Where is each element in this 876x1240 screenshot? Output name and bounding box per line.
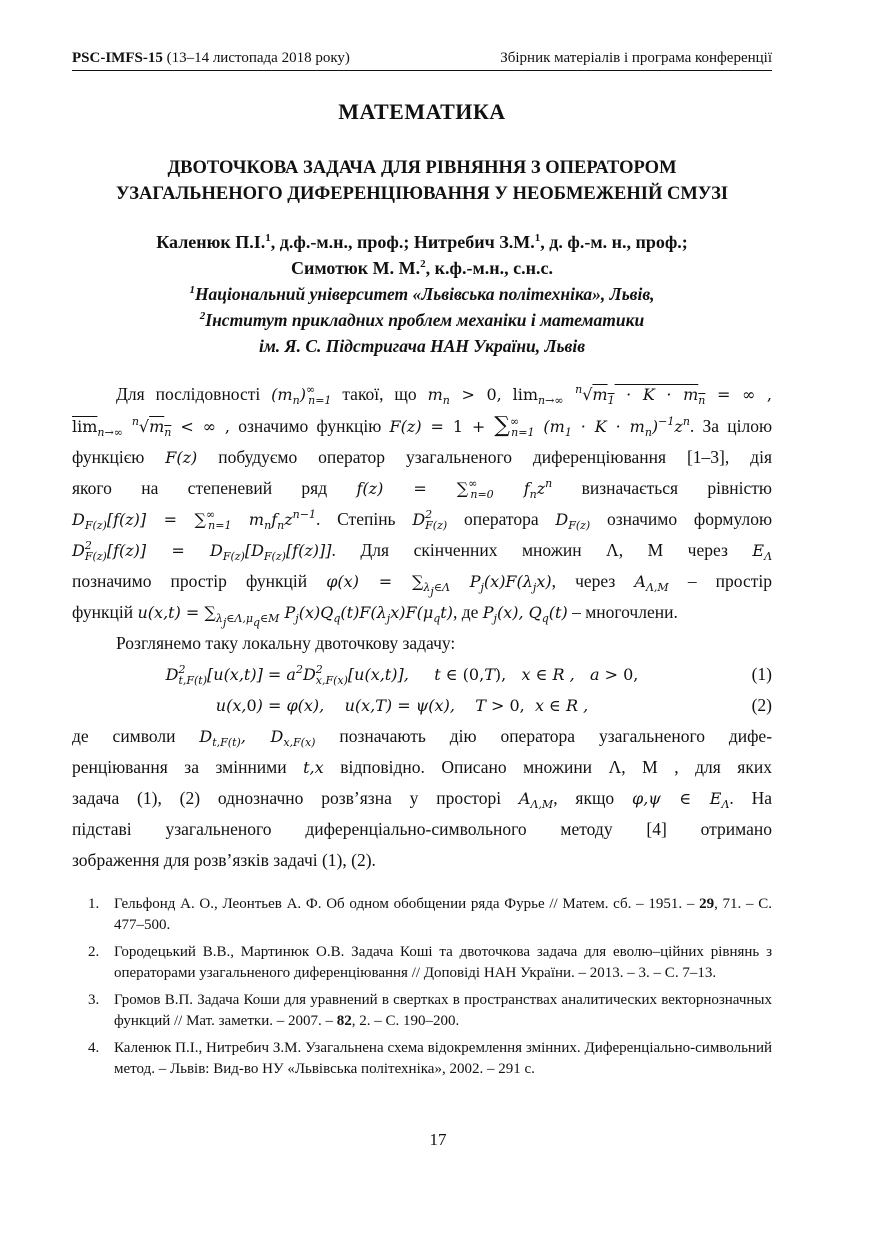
formula: φ,ψ ∈ $E_\Lambda$ [632, 789, 730, 811]
body-text: , де [452, 602, 479, 622]
formula: F(z) [165, 448, 198, 467]
reference-number: 2. [88, 944, 100, 960]
body-text: визначається рівністю [581, 478, 773, 498]
body-line [72, 752, 772, 783]
author-name: Симотюк М. М. [291, 258, 421, 278]
body-text: – простір [687, 571, 772, 591]
formula: $E_\Lambda$ [752, 541, 773, 563]
reference-text [114, 990, 772, 1032]
reference-text [114, 894, 772, 936]
body-text: . Для скінченних множин Λ, Μ через [331, 540, 728, 560]
affil-mark: 1 [189, 284, 195, 296]
authors-line [72, 255, 772, 281]
body-text: означимо формулою [607, 509, 773, 529]
paper-title-line: ДВОТОЧКОВА ЗАДАЧА ДЛЯ РІВНЯННЯ З ОПЕРАТОРОМ [167, 158, 677, 178]
formula: $D_{t,F(t)}$, $D_{x,F(x)}$ [199, 727, 316, 749]
formula: t,x [303, 758, 324, 777]
paper-title [72, 155, 772, 207]
author-degree: , д. ф.-м. н., проф.; [540, 232, 688, 252]
page-number: 17 [429, 1130, 447, 1149]
formula: $A_{\Lambda,M}$ [518, 789, 554, 811]
reference-item [72, 894, 772, 936]
formula: $\overline{lim}_{n\to\infty}$ $^n√m_n$ < ∞ , [72, 415, 230, 439]
body-text: Для послідовності [116, 384, 261, 404]
formula: $D^2_{F(z)}$ [412, 508, 448, 532]
body-line [72, 442, 772, 473]
body-text: позначимо простір функцій [72, 571, 308, 591]
equation-number: (1) [751, 664, 772, 684]
body-text: задача (1), (2) однозначно розв’язна у просторі [72, 788, 502, 808]
reference-number: 1. [88, 896, 100, 912]
reference-item [72, 942, 772, 984]
body-line [72, 410, 772, 442]
body-text: функцією [72, 447, 145, 467]
page-content [72, 50, 772, 1095]
body-text: функцій [72, 602, 134, 622]
body-line: зображення для розв’язків задачі (1), (2). [72, 850, 376, 870]
formula: $\varphi(x) = \sum_{\lambda_j\in\Lambda}$ $P_j(x)F(\lambda_jx)$ [326, 572, 552, 598]
author-affil-mark: 1 [534, 232, 541, 244]
body-text: . На [729, 788, 773, 808]
collection-title: Збірник матеріалів і програма конференції [500, 50, 772, 66]
formula: $A_{\Lambda,M}$ [634, 572, 669, 594]
body-line [72, 597, 772, 628]
reference-text-part: Гельфонд А. О., Леонтьев А. Ф. Об одном обобщении ряда Фурье // Матем. сб. – 1951. – [114, 896, 695, 912]
formula: $u(x,t) = \sum_{\lambda_j\in\Lambda,\mu_q\in M}$ $P_j(x)Q_q(t)F(\lambda_jx)F(\mu_qt)$ [137, 603, 453, 629]
author-name: Каленюк П.І. [156, 232, 266, 252]
body-text: оператора [463, 509, 539, 529]
formula: $D^2_{F(z)}[f(z)] = D_{F(z)}[D_{F(z)}[f(z)]]$ [72, 539, 332, 563]
affil-mark: 2 [199, 310, 206, 322]
equation-1 [72, 659, 772, 690]
body-line [72, 535, 772, 566]
body-text: , якщо [553, 788, 615, 808]
body-text: , через [551, 571, 616, 591]
body-text: якого на степеневий ряд [72, 478, 328, 498]
conference-dates: (13–14 листопада 2018 року) [166, 50, 350, 66]
reference-text-part: , 2. – С. 190–200. [351, 1013, 460, 1029]
formula: $D^2_{t,F(t)}[u(x,t)] = a^2D^2_{x,F(x)}[u(x,t)]$, t ∈ (0,T), x ∈ R , a > 0, [165, 663, 639, 687]
reference-text [114, 942, 772, 984]
body-line [72, 721, 772, 752]
reference-text-part: Городецький В.В., Мартинюк О.В. Задача Коші та двоточкова задача для еволю–ційних рівнянь з операторами узагальненого диференціювання // Доповіді НАН України. – 2013. – 3. – С. 7–13. [114, 944, 772, 981]
affiliation-text: Національний університет «Львівська політехніка», Львів, [194, 284, 655, 304]
paper-title-line: УЗАГАЛЬНЕНОГО ДИФЕРЕНЦІЮВАННЯ У НЕОБМЕЖЕНІЙ СМУЗІ [115, 184, 729, 204]
body-text: позначають дію оператора узагальненого дифе- [339, 726, 773, 746]
reference-text-part: Громов В.П. Задача Коши для уравнений в свертках в пространствах аналитических векторнозначных функций // Мат. заметки. – 2007. – [114, 992, 772, 1029]
conference-code: PSC-IMFS-15 [72, 50, 163, 66]
author-affil-mark: 1 [265, 232, 271, 244]
affiliation [72, 307, 772, 333]
running-header [72, 50, 772, 71]
affiliation-text: ім. Я. С. Підстригача НАН України, Львів [258, 336, 586, 356]
body-text: відповідно. Описано множини Λ, Μ , для яких [340, 757, 772, 777]
body-text: – многочлени. [572, 602, 678, 622]
article-body [72, 379, 772, 876]
body-text: . За цілою [689, 416, 773, 436]
formula: u(x,0) = φ(x), u(x,T) = ψ(x), T > 0, x ∈ R , [215, 696, 589, 715]
body-text: ренціювання за змінними [72, 757, 287, 777]
formula: $f(z) = \sum^\infty_{n=0}$ $f_nz^n$ [356, 477, 553, 501]
affiliation-text: Інститут прикладних проблем механіки і математики [205, 310, 645, 330]
author-name: Нитребич З.М. [413, 232, 535, 252]
affiliation [72, 281, 772, 307]
reference-text-part: Каленюк П.І., Нитребич З.М. Узагальнена схема відокремлення змінних. Диференціально-символьний метод. – Львів: Вид-во НУ «Львівська політехніка», 2002. – 291 с. [114, 1040, 772, 1077]
body-line: Розглянемо таку локальну двоточкову задачу: [116, 633, 456, 653]
author-affil-mark: 2 [420, 258, 426, 270]
reference-volume: 82 [336, 1013, 352, 1029]
body-line [72, 379, 772, 410]
formula: $m_n > 0$, [427, 385, 502, 407]
section-title: МАТЕМАТИКА [338, 99, 506, 124]
reference-text-part: , 71. – С. 477–500. [114, 896, 773, 933]
body-line [72, 566, 772, 597]
affiliations [72, 281, 772, 359]
affiliation [72, 333, 772, 359]
equation-2 [72, 690, 772, 721]
body-text: де символи [72, 726, 176, 746]
formula: $(m_n)^\infty_{n=1}$ [271, 383, 332, 407]
reference-item [72, 990, 772, 1032]
formula: $\lim_{n\to\infty} ^n√m_1 \cdot K \cdot m_n$ = ∞ , [512, 383, 772, 407]
conference-info [72, 50, 350, 67]
body-line: підставі узагальненого диференціально-символьного методу [4] отримано [72, 819, 772, 839]
formula: $D_{F(z)}[f(z)] = \sum^\infty_{n=1}$ $m_nf_nz^{n-1}$ [72, 508, 316, 532]
reference-text [114, 1038, 772, 1080]
body-line [72, 473, 772, 504]
body-text: побудуємо оператор узагальненого диференціювання [1–3], дія [218, 447, 772, 467]
formula: $F(z) = 1 + \sum^\infty_{n=1}$ $(m_1 \cdot K \cdot m_n)^{-1}z^n$ [389, 413, 690, 439]
references [72, 894, 772, 1080]
body-text: означимо функцію [238, 416, 382, 436]
reference-number: 4. [88, 1040, 100, 1056]
author-degree: , к.ф.-м.н., с.н.с. [425, 258, 553, 278]
body-text: . Степінь [315, 509, 396, 529]
author-degree: , д.ф.-м.н., проф.; [270, 232, 414, 252]
formula: $P_j(x)$, $Q_q(t)$ [482, 603, 568, 625]
reference-item [72, 1038, 772, 1080]
body-line [72, 504, 772, 535]
body-text: такої, що [342, 384, 417, 404]
formula: $D_{F(z)}$ [555, 510, 591, 532]
authors [72, 229, 772, 281]
reference-number: 3. [88, 992, 100, 1008]
equation-number: (2) [751, 695, 772, 715]
authors-line [72, 229, 772, 255]
reference-volume: 29 [699, 896, 715, 912]
body-line [72, 783, 772, 814]
